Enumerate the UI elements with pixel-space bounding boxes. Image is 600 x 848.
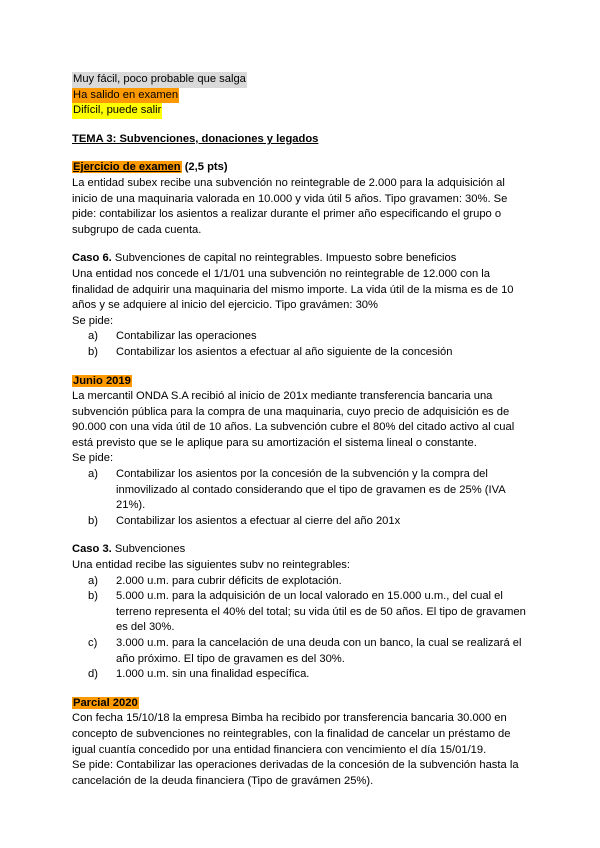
heading-label: Ejercicio de examen — [73, 161, 181, 174]
list-marker: a) — [88, 330, 98, 343]
points-note: (2,5 pts) — [184, 161, 228, 174]
section-caso3 — [72, 542, 532, 682]
list-item — [88, 467, 532, 514]
list-marker: a) — [88, 468, 98, 481]
list-item — [88, 636, 532, 667]
heading-label: Junio 2019 — [73, 374, 131, 387]
section-heading — [72, 251, 532, 267]
case-label: Caso 3. — [72, 543, 112, 556]
list-item — [88, 589, 532, 636]
legend-difficult: Difícil, puede salir — [72, 103, 162, 119]
paragraph: Una entidad recibe las siguientes subv no reintegrables: — [72, 559, 350, 572]
list-item — [88, 514, 532, 530]
task-list — [72, 574, 532, 683]
section-heading — [72, 160, 532, 176]
section-heading — [72, 374, 532, 390]
list-marker: b) — [88, 590, 98, 603]
case-subtitle: Subvenciones — [114, 543, 186, 556]
list-item — [88, 667, 532, 683]
list-text: Contabilizar las operaciones — [116, 330, 257, 343]
list-text: Contabilizar los asientos a efectuar al cierre del año 201x — [116, 514, 401, 527]
list-marker: c) — [88, 637, 98, 649]
se-pide: Se pide: — [72, 452, 114, 465]
list-text: 2.000 u.m. para cubrir déficits de explotación. — [116, 574, 342, 587]
paragraph: La entidad subex recibe una subvención no reintegrable de 2.000 para la adquisición al inicio de una maquinaria valorada en 10.000 y vida útil 5 años. Tipo gravamen: 30%. Se pide: contabilizar los asientos a realizar durante el primer año especificando el grupo o subgrupo de cada cuenta. — [72, 176, 508, 236]
se-pide: Se pide: — [72, 314, 114, 327]
section-parcial — [72, 696, 532, 790]
se-pide: Se pide: Contabilizar las operaciones derivadas de la concesión de la subvención hasta la cancelación de la deuda financiera (Tipo de gravámen 25%). — [72, 759, 519, 787]
list-text: Contabilizar los asientos a efectuar al año siguiente de la concesión — [116, 345, 453, 358]
list-marker: a) — [88, 574, 98, 587]
paragraph: La mercantil ONDA S.A recibió al inicio de 201x mediante transferencia bancaria una subvención pública para la compra de una maquinaria, cuyo precio de adquisición es de 90.000 con una vida útil de 10 años. La subvención cubre el 80% del citado activo al cual está previsto que se le aplique para su amortización el sistema lineal o constante. — [72, 390, 515, 449]
case-label: Caso 6. — [72, 252, 112, 265]
list-marker: b) — [88, 345, 98, 358]
document-title: TEMA 3: Subvenciones, donaciones y legados — [72, 132, 319, 145]
list-marker: d) — [88, 668, 98, 681]
section-caso6 — [72, 251, 532, 360]
list-item — [88, 574, 532, 590]
legend-exam: Ha salido en examen — [72, 88, 179, 104]
list-text: 3.000 u.m. para la cancelación de una deuda con un banco, la cual se realizará el año próximo. El tipo de gravamen es del 30%. — [116, 637, 522, 665]
list-marker: b) — [88, 514, 98, 527]
paragraph: Una entidad nos concede el 1/1/01 una subvención no reintegrable de 12.000 con la finalidad de adquirir una maquinaria del mismo importe. La vida útil de la misma es de 10 años y se adquiere al inicio del ejercicio. Tipo gravámen: 30% — [72, 267, 514, 312]
list-text: Contabilizar los asientos por la concesión de la subvención y la compra del inmovilizado al contado considerando que el tipo de gravamen es de 25% (IVA 21%). — [116, 468, 506, 512]
section-heading — [72, 696, 532, 712]
document-page — [72, 72, 532, 789]
list-text: 5.000 u.m. para la adquisición de un local valorado en 15.000 u.m., del cual el terreno representa el 40% del total; su vida útil es de 50 años. El tipo de gravamen es del 30%. — [116, 590, 526, 634]
legend-easy: Muy fácil, poco probable que salga — [72, 72, 247, 88]
task-list — [72, 329, 532, 360]
list-text: 1.000 u.m. sin una finalidad específica. — [116, 668, 310, 681]
section-ejercicio — [72, 160, 532, 238]
case-subtitle: Subvenciones de capital no reintegrables. Impuesto sobre beneficios — [114, 252, 457, 265]
task-list — [72, 467, 532, 529]
list-item — [88, 345, 532, 361]
section-junio — [72, 374, 532, 530]
section-heading — [72, 542, 532, 558]
legend — [72, 72, 532, 119]
list-item — [88, 329, 532, 345]
heading-label: Parcial 2020 — [73, 696, 138, 709]
paragraph: Con fecha 15/10/18 la empresa Bimba ha recibido por transferencia bancaria 30.000 en concepto de subvenciones no reintegrables, con la finalidad de cancelar un préstamo de igual cuantía concedido por una entidad financiera con vencimiento el día 15/01/19. — [72, 712, 511, 756]
